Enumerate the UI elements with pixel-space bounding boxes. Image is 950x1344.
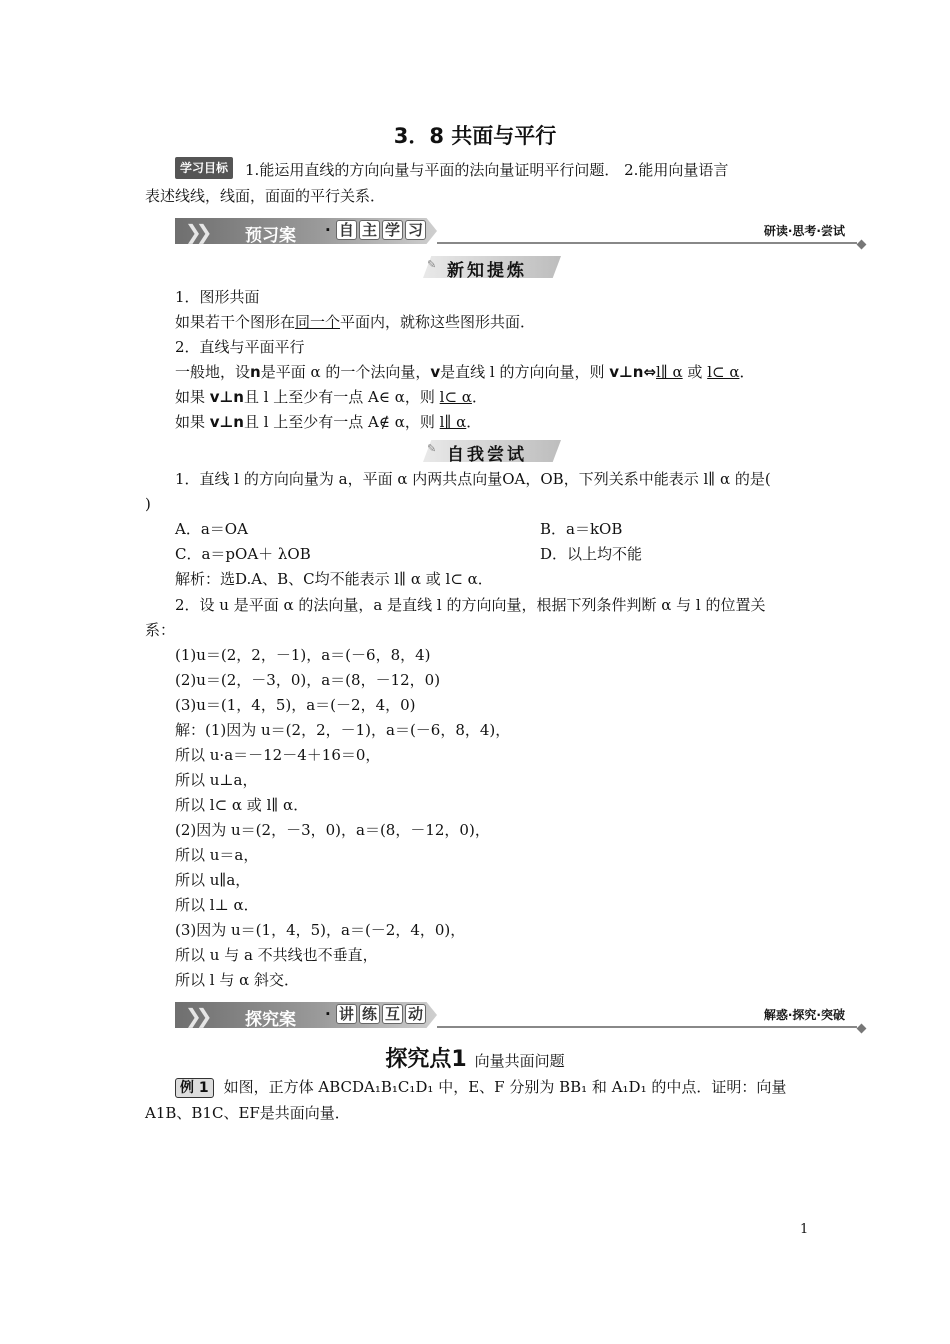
q1-stem-line-1: 1．直线 l 的方向向量为 a，平面 α 内两共点向量OA，OB，下列关系中能表示 l∥ α 的是(	[175, 470, 771, 488]
explore-point-title: 探究点1	[385, 1047, 467, 1072]
q1-option-d: D．以上均不能	[540, 545, 643, 563]
knowledge-para-1: 如果若干个图形在同一个平面内，就称这些图形共面．	[175, 313, 536, 331]
explore-point-subtitle: 向量共面问题	[474, 1052, 565, 1070]
knowledge-para-2: 一般地，设n是平面 α 的一个法向量，v是直线 l 的方向向量，则 v⊥n⇔l∥ α 或 l⊂ α．	[175, 363, 755, 381]
double-chevron-icon: ❯❯	[185, 220, 207, 244]
banner-title: 预习案	[245, 226, 296, 246]
q2-case-2: (2)u＝(2，－3，0)，a＝(8，－12，0)	[175, 671, 441, 689]
q2-solution-line: 所以 u 与 a 不共线也不垂直，	[175, 946, 378, 964]
q2-solution-line: (3)因为 u＝(1，4，5)，a＝(－2，4，0)，	[175, 921, 466, 939]
pencil-icon: ✎	[427, 442, 437, 455]
q1-stem-line-2: )	[145, 495, 151, 513]
q2-case-3: (3)u＝(1，4，5)，a＝(－2，4，0)	[175, 696, 416, 714]
q2-case-1: (1)u＝(2，2，－1)，a＝(－6，8，4)	[175, 646, 431, 664]
subheading-self-test: ✎ 自我尝试	[423, 440, 563, 464]
banner-explore	[175, 1002, 865, 1030]
page-title: 3．8 共面与平行	[393, 124, 557, 148]
q2-solution-line: 所以 u＝a，	[175, 846, 259, 864]
q2-solution-line: 所以 l 与 α 斜交．	[175, 971, 299, 989]
double-chevron-icon: ❯❯	[185, 1004, 207, 1028]
goals-line-1: 1.能运用直线的方向向量与平面的法向量证明平行问题． 2.能用向量语言	[245, 161, 729, 179]
banner-title: 探究案	[245, 1010, 296, 1030]
q1-answer: 解析：选D.A、B、C均不能表示 l∥ α 或 l⊂ α．	[175, 570, 493, 588]
q2-stem-line-2: 系：	[145, 621, 176, 639]
example-line-1: 例 1 如图，正方体 ABCDA₁B₁C₁D₁ 中，E、F 分别为 BB₁ 和 A₁D₁ 的中点．证明：向量	[175, 1077, 786, 1098]
example-line-2: A1B、B1C、EF是共面向量．	[145, 1104, 350, 1122]
q1-option-a: A．a＝OA	[175, 520, 248, 538]
knowledge-para-3: 如果 v⊥n且 l 上至少有一点 A∈ α，则 l⊂ α．	[175, 388, 487, 406]
q2-solution-line: 所以 u·a＝－12－4＋16＝0，	[175, 746, 381, 764]
q2-solution-line: (2)因为 u＝(2，－3，0)，a＝(8，－12，0)，	[175, 821, 490, 839]
banner-subtitle: · 自 主 学 习	[325, 220, 428, 240]
banner-subtitle: · 讲 练 互 动	[325, 1004, 428, 1024]
subheading-new-knowledge: ✎ 新知提炼	[423, 256, 563, 280]
banner-preview	[175, 218, 865, 246]
q2-solution-line: 所以 l⊥ α．	[175, 896, 259, 914]
pencil-icon: ✎	[427, 258, 437, 271]
example-badge: 例 1	[175, 1078, 214, 1098]
q2-solution-line: 解：(1)因为 u＝(2，2，－1)，a＝(－6，8，4)，	[175, 721, 511, 739]
goals-line-2: 表述线线，线面，面面的平行关系．	[145, 187, 386, 205]
diamond-icon	[857, 240, 867, 250]
diamond-icon	[857, 1024, 867, 1034]
q2-solution-line: 所以 l⊂ α 或 l∥ α．	[175, 796, 309, 814]
knowledge-heading-2: 2．直线与平面平行	[175, 338, 305, 356]
knowledge-para-4: 如果 v⊥n且 l 上至少有一点 A∉ α，则 l∥ α．	[175, 413, 482, 431]
goals-badge: 学习目标	[175, 157, 233, 179]
explore-point-heading	[0, 1042, 950, 1073]
q1-option-c: C．a＝pOA＋ λOB	[175, 545, 311, 563]
q1-option-b: B．a＝kOB	[540, 520, 623, 538]
knowledge-heading-1: 1．图形共面	[175, 288, 260, 306]
banner-right-label: 研读·思考·尝试	[763, 224, 845, 238]
page-number: 1	[800, 1222, 809, 1237]
learning-goals	[175, 160, 728, 182]
q2-stem-line-1: 2．设 u 是平面 α 的法向量，a 是直线 l 的方向向量，根据下列条件判断 α 与 l 的位置关	[175, 596, 766, 614]
q2-solution-line: 所以 u∥a，	[175, 871, 251, 889]
banner-right-label: 解惑·探究·突破	[763, 1008, 845, 1022]
q2-solution-line: 所以 u⊥a，	[175, 771, 258, 789]
